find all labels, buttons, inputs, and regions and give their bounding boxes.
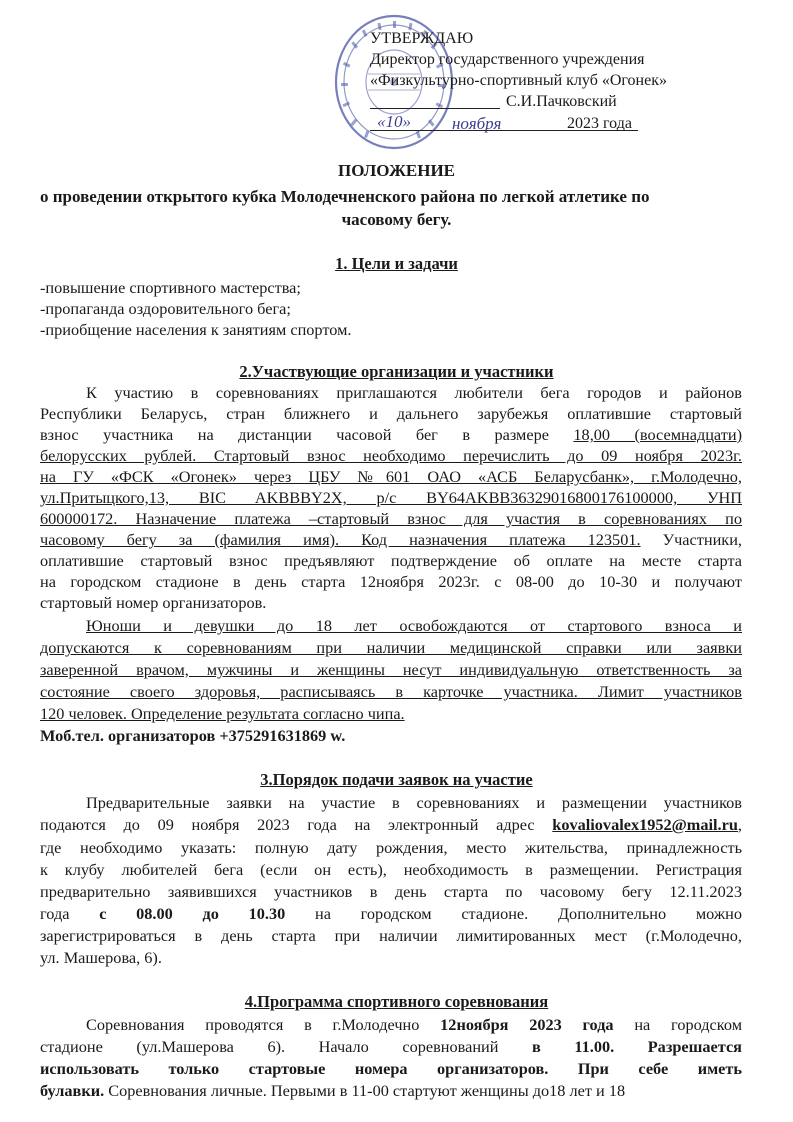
section-2-line: оплатившие стартовый взнос предъявляют подтверждение об оплате на месте старта xyxy=(40,551,742,570)
section-2-heading: 2.Участвующие организации и участники xyxy=(239,362,554,381)
fee-text: взнос участника на дистанции часовой бег в размере xyxy=(40,425,549,444)
section-1-heading: 1. Цели и задачи xyxy=(335,254,458,273)
fee-deadline: Стартовый взнос необходимо перечислить до 09 ноября 2023г. xyxy=(213,446,742,465)
participants-word: Участники, xyxy=(662,530,742,549)
section-2-line: ул.Притыцкого,13, BIC AKBBBY2X, р/с BY64AKBB36329016800176100000, УНП xyxy=(40,488,742,507)
section-3-heading: 3.Порядок подачи заявок на участие xyxy=(260,770,533,789)
approve-heading: УТВЕРЖДАЮ xyxy=(370,30,474,47)
goal-item: -приобщение населения к занятиям спортом. xyxy=(40,320,352,339)
start-time: в 11.00. Разрешается xyxy=(532,1037,742,1056)
section-2-line: заверенной врачом, мужчины и женщины несут индивидуальную ответственность за xyxy=(40,660,742,679)
section-4-line: Соревнования проводятся в г.Молодечно 12ноября 2023 года на городском xyxy=(86,1015,742,1034)
email-link[interactable]: kovaliovalex1952@mail.ru xyxy=(552,815,738,834)
section-2-line: 120 человек. Определение результата согласно чипа. xyxy=(40,704,405,723)
section-3-line: зарегистрироваться в день старта при наличии лимитированных мест (г.Молодечно, xyxy=(40,926,742,945)
payment-purpose: часовому бегу за (фамилия имя). Код назначения платежа 123501. xyxy=(40,530,641,549)
section-4-line: стадионе (ул.Машерова 6). Начало соревнований в 11.00. Разрешается xyxy=(40,1037,742,1056)
section-2-line: допускаются к соревнованиям при наличии медицинской справки или заявки xyxy=(40,638,742,657)
approver-name: С.И.Пачковский xyxy=(506,93,617,110)
section-4-line: использовать только стартовые номера организаторов. При себе иметь xyxy=(40,1059,742,1078)
section-4-line: булавки. Соревнования личные. Первыми в 11-00 стартуют женщины до18 лет и 18 xyxy=(40,1081,626,1100)
goal-item: -пропаганда оздоровительного бега; xyxy=(40,299,291,318)
section-4-heading: 4.Программа спортивного соревнования xyxy=(244,992,549,1011)
document-title: ПОЛОЖЕНИЕ xyxy=(338,161,455,180)
section-2-line xyxy=(40,446,742,466)
fee-amount: 18,00 (восемнадцати) xyxy=(573,425,742,444)
section-3-line: ул. Машерова, 6). xyxy=(40,948,162,967)
section-2-line xyxy=(40,530,742,550)
approval-date-month: ноября xyxy=(452,114,502,133)
section-3-line: подаются до 09 ноября 2023 года на электронный адрес kovaliovalex1952@mail.ru, xyxy=(40,815,742,834)
approver-position-line1: Директор государственного учреждения xyxy=(370,51,645,68)
section-2-line: Республики Беларусь, стран ближнего и дальнего зарубежья оплатившие стартовый xyxy=(40,404,742,423)
organizer-phone: Моб.тел. организаторов +375291631869 w. xyxy=(40,726,346,745)
section-2-line: на ГУ «ФСК «Огонек» через ЦБУ №601 ОАО «АСБ Беларусбанк», г.Молодечно, xyxy=(40,467,742,486)
deadline-text: подаются до 09 ноября 2023 года на электронный адрес xyxy=(40,815,535,834)
section-3-line: к клубу любителей бега (если он есть), необходимость в размещении. Регистрация xyxy=(40,860,742,879)
signature-line xyxy=(370,108,500,109)
section-3-line: предварительно заявившихся участников в день старта по часовому бегу 12.11.2023 xyxy=(40,882,742,901)
competition-date: 12ноября 2023 года xyxy=(440,1015,614,1034)
section-2-line: состояние своего здоровья, расписываясь в карточке участника. Лимит участников xyxy=(40,682,742,701)
approver-position-line2: «Физкультурно-спортивный клуб «Огонек» xyxy=(370,72,667,89)
section-3-line: Предварительные заявки на участие в соревнованиях и размещении участников xyxy=(86,793,742,812)
section-2-line: К участию в соревнованиях приглашаются любители бега городов и районов xyxy=(86,383,742,402)
section-2-line: 600000172. Назначение платежа –стартовый взнос для участия в соревнованиях по xyxy=(40,509,742,528)
section-3-line: где необходимо указать: полную дату рождения, место жительства, принадлежность xyxy=(40,838,742,857)
section-2-line: на городском стадионе в день старта 12ноября 2023г. с 08-00 до 10-30 и получают xyxy=(40,572,742,591)
section-2-line xyxy=(40,425,742,445)
document-subtitle-line1: о проведении открытого кубка Молодечненского района по легкой атлетике по xyxy=(40,187,650,206)
registration-time: с 08.00 до 10.30 xyxy=(99,904,286,923)
section-2-line: Юноши и девушки до 18 лет освобождаются от стартового взноса и xyxy=(86,616,742,635)
section-3-line: года с 08.00 до 10.30 на городском стадионе. Дополнительно можно xyxy=(40,904,742,923)
approval-date-day: «10» xyxy=(377,112,411,131)
approval-date-year: 2023 года xyxy=(567,115,632,132)
document-subtitle-line2: часовому бегу. xyxy=(341,210,452,229)
fee-currency: белорусских рублей. xyxy=(40,446,197,465)
goal-item: -повышение спортивного мастерства; xyxy=(40,278,301,297)
section-2-line: стартовый номер организаторов. xyxy=(40,593,267,612)
